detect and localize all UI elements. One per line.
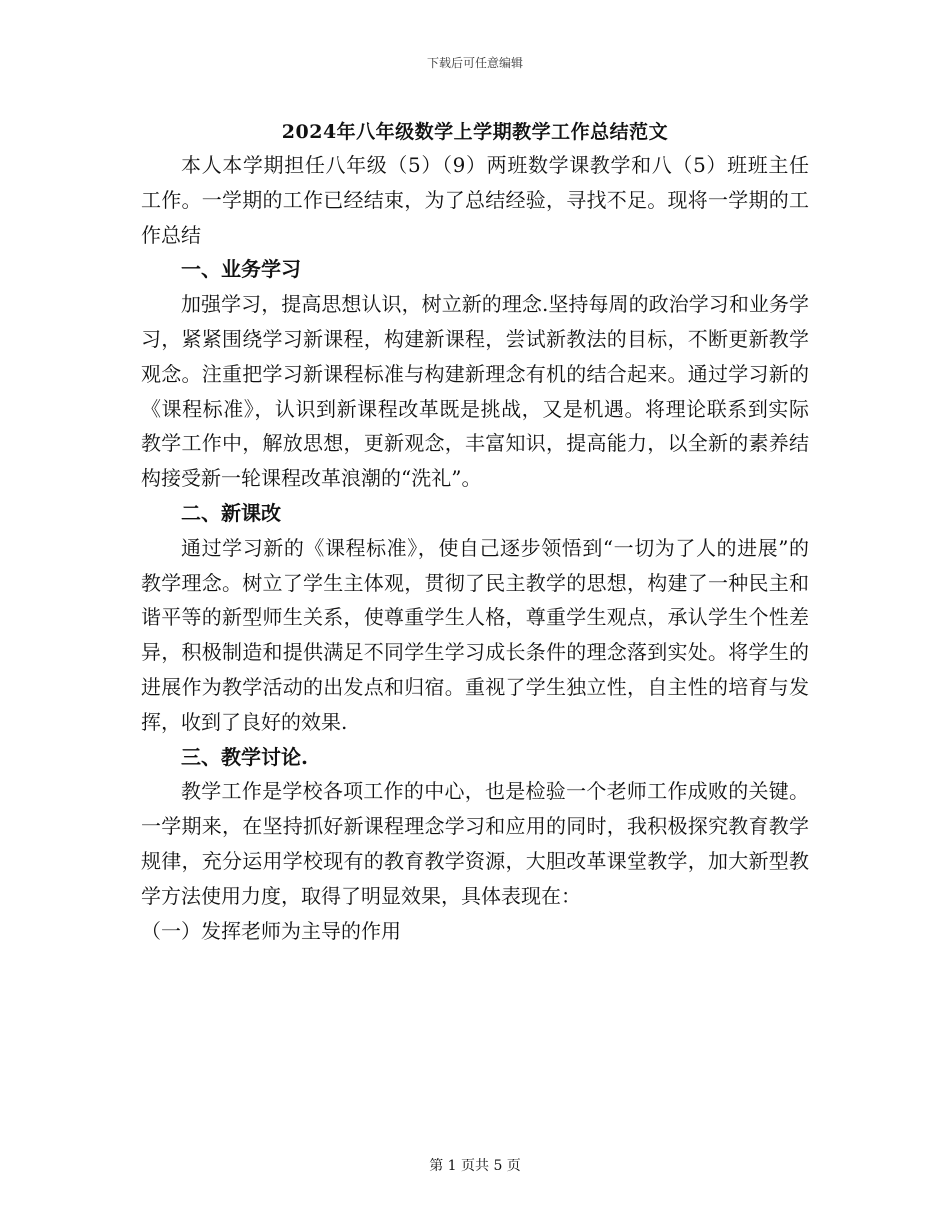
section-heading-3: 三、教学讨论. (181, 744, 308, 769)
intro-paragraph: 本人本学期担任八年级（5）（9）两班数学课教学和八（5）班班主任工作。一学期的工作已经结束，为了总结经验，寻找不足。现将一学期的工作总结 (141, 153, 809, 247)
section-body-1: 加强学习，提高思想认识，树立新的理念.坚持每周的政治学习和业务学习，紧紧围绕学习新课程，构建新课程，尝试新教法的目标，不断更新教学观念。注重把学习新课程标准与构建新理念有机的结合起来。通过学习新的《课程标准》，认识到新课程改革既是挑战，又是机遇。将理论联系到实际教学工作中，解放思想，更新观念，丰富知识，提高能力，以全新的素养结构接受新一轮课程改革浪潮的“洗礼”。 (141, 292, 809, 491)
section-body-3: 教学工作是学校各项工作的中心，也是检验一个老师工作成败的关键。一学期来，在坚持抓好新课程理念学习和应用的同时，我积极探究教育教学规律，充分运用学校现有的教育教学资源，大胆改革课堂教学，加大新型教学方法使用力度，取得了明显效果，具体表现在： (141, 779, 809, 908)
section-heading-1: 一、业务学习 (181, 257, 301, 282)
subsection-heading: （一）发挥老师为主导的作用 (141, 918, 401, 943)
document-body (141, 148, 809, 948)
section-body-2: 通过学习新的《课程标准》，使自己逐步领悟到“一切为了人的进展”的教学理念。树立了学生主体观，贯彻了民主教学的思想，构建了一种民主和谐平等的新型师生关系，使尊重学生人格，尊重学生观点，承认学生个性差异，积极制造和提供满足不同学生学习成长条件的理念落到实处。将学生的进展作为教学活动的出发点和归宿。重视了学生独立性，自主性的培育与发挥，收到了良好的效果. (141, 535, 809, 734)
header-note: 下载后可任意编辑 (426, 56, 523, 70)
section-heading-2: 二、新课改 (181, 500, 281, 525)
page-footer: 第 1 页共 5 页 (429, 1158, 521, 1174)
document-title: 2024年八年级数学上学期教学工作总结范文 (281, 121, 669, 143)
